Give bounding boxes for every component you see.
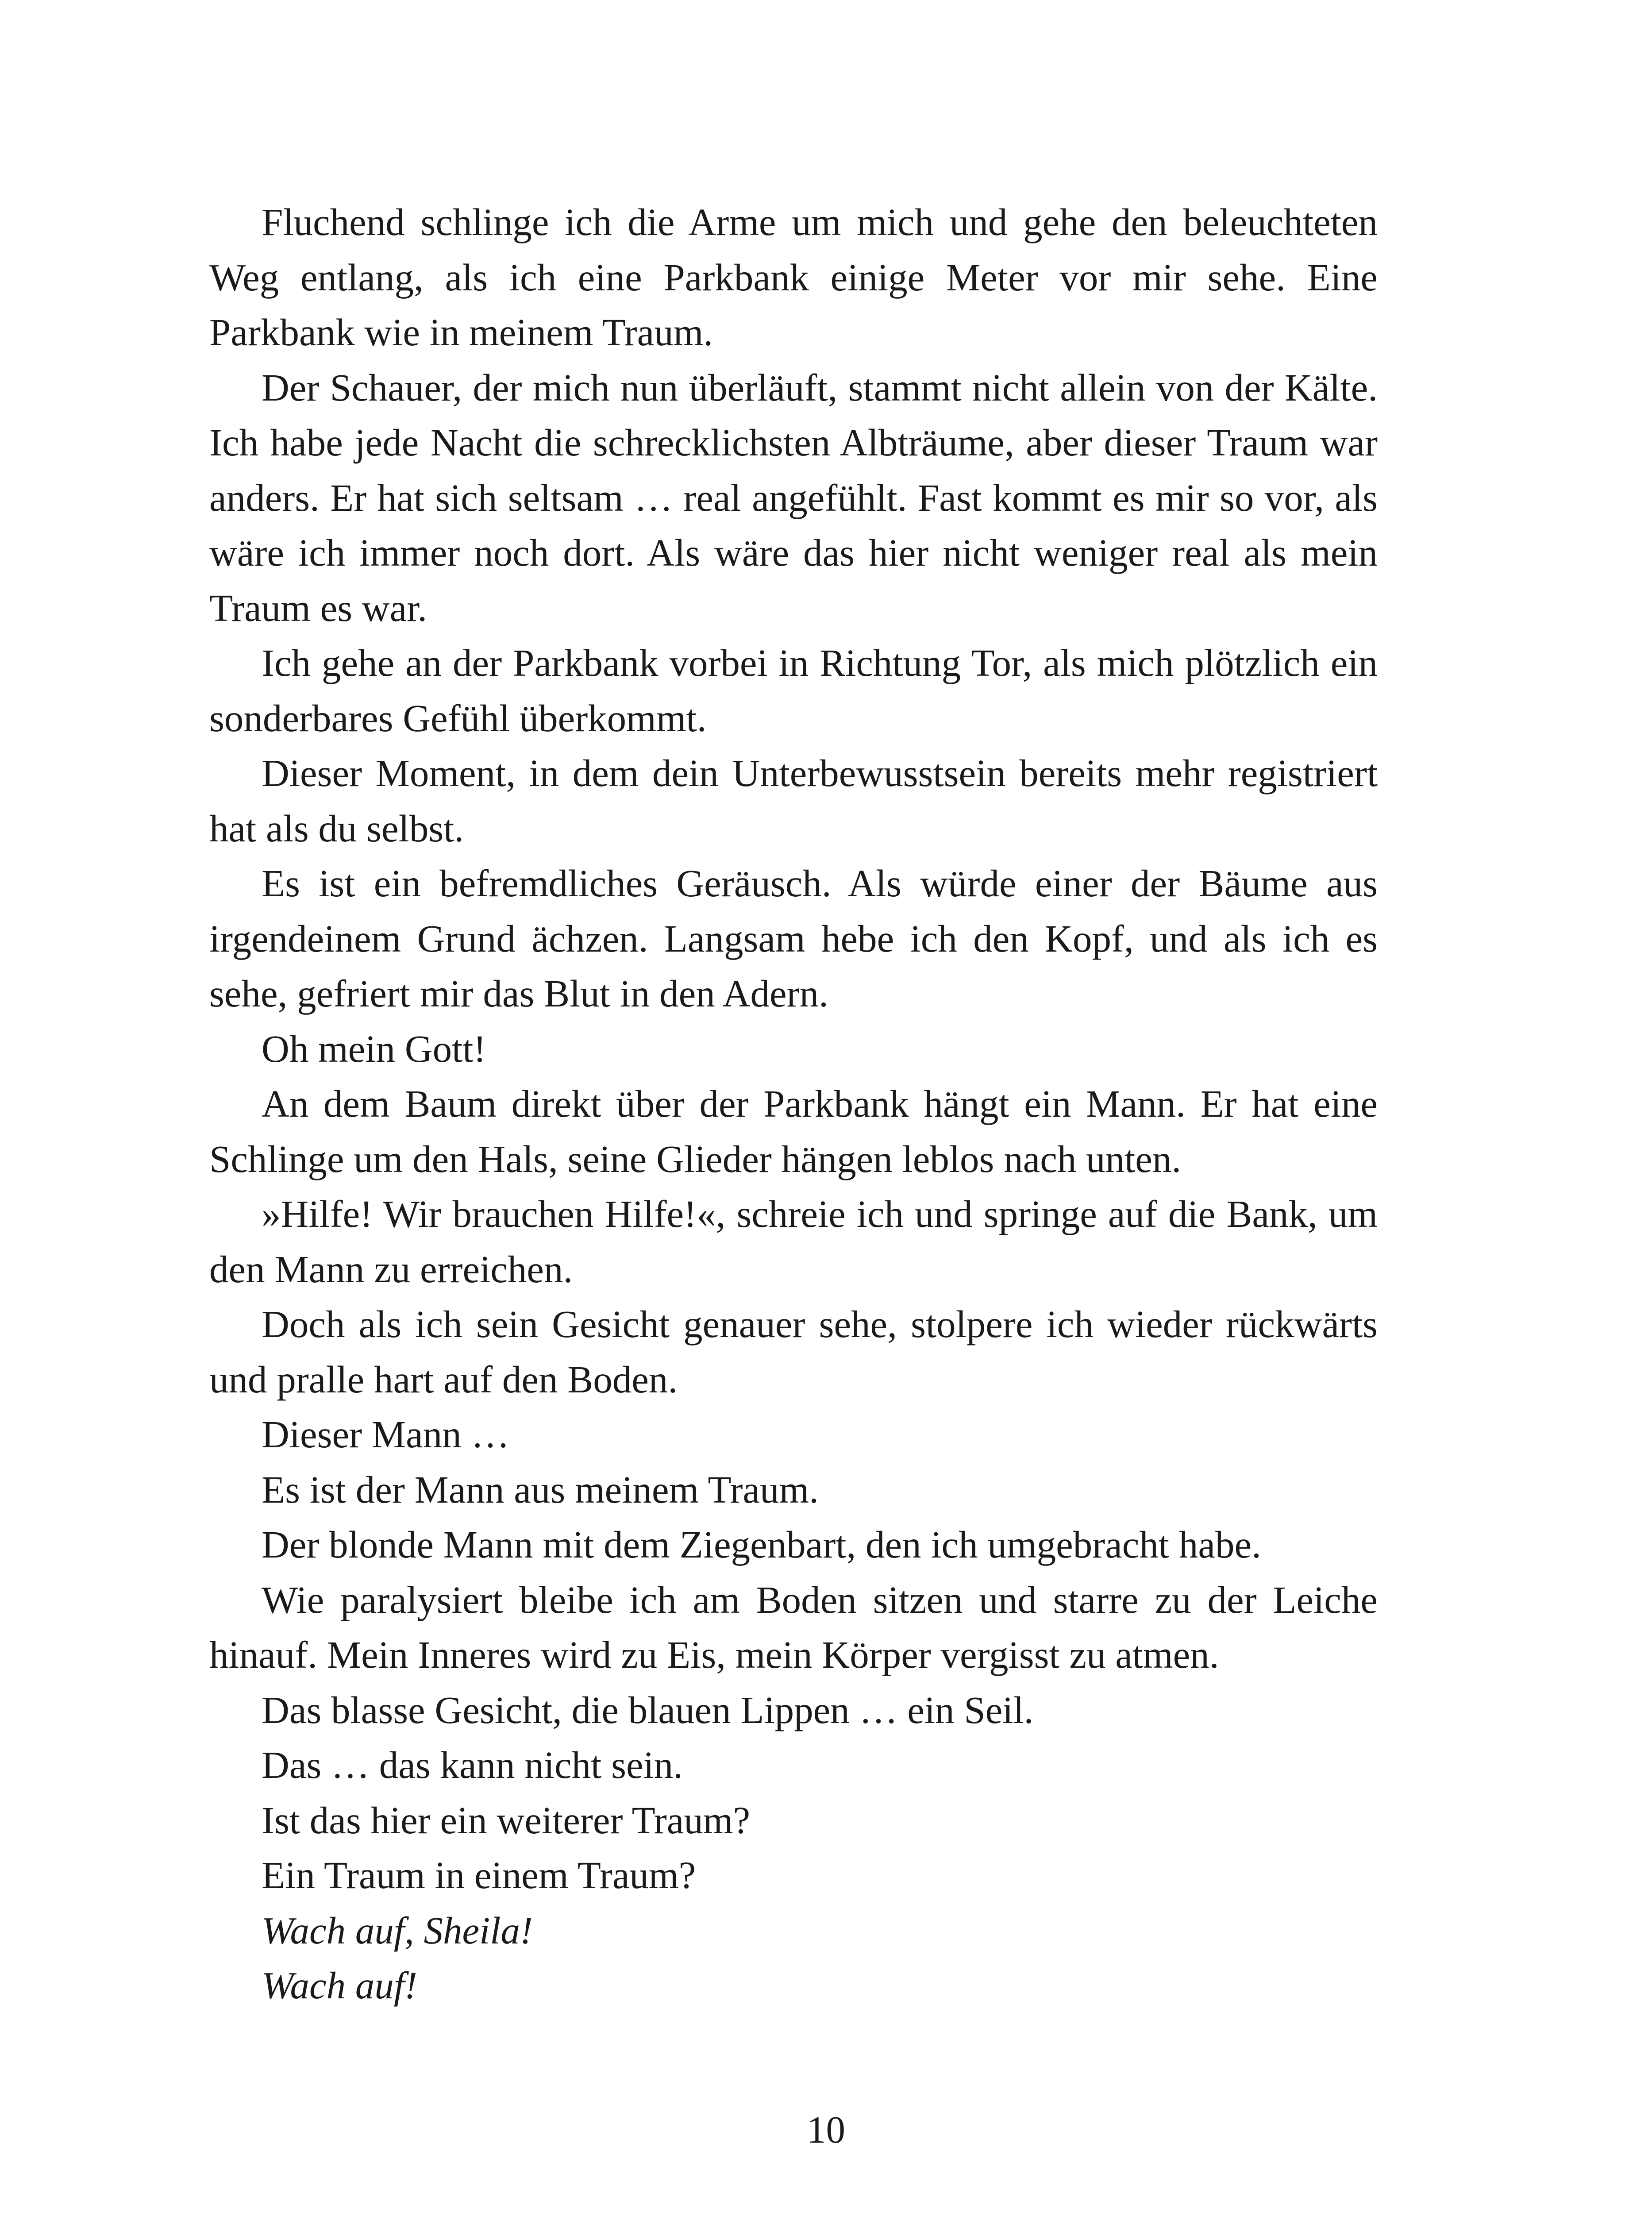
paragraph: Es ist ein befremdliches Geräusch. Als würde einer der Bäume aus irgendeinem Grund ächzen. Langsam hebe ich den Kopf, und als ich es sehe, gefriert mir das Blut in den Adern. xyxy=(209,862,1378,1015)
paragraph: Wie paralysiert bleibe ich am Boden sitzen und starre zu der Leiche hinauf. Mein Inneres wird zu Eis, mein Körper vergisst zu atmen. xyxy=(209,1578,1378,1676)
paragraph: Der Schauer, der mich nun überläuft, stammt nicht allein von der Kälte. Ich habe jede Nacht die schrecklichsten Albträume, aber dieser Traum war anders. Er hat sich seltsam … real angefühlt. Fast kommt es mir so vor, als wäre ich immer noch dort. Als wäre das hier nicht weniger real als mein Traum es war. xyxy=(209,366,1378,629)
paragraph: Fluchend schlinge ich die Arme um mich und gehe den beleuchteten Weg entlang, als ich eine Parkbank einige Meter vor mir sehe. Eine Parkbank wie in meinem Traum. xyxy=(209,200,1378,354)
paragraph: Wach auf! xyxy=(262,1964,417,2007)
paragraph: Wach auf, Sheila! xyxy=(262,1908,533,1952)
paragraph: Ein Traum in einem Traum? xyxy=(262,1854,696,1897)
paragraph: Ich gehe an der Parkbank vorbei in Richtung Tor, als mich plötzlich ein sonderbares Gefühl überkommt. xyxy=(209,641,1378,740)
body-text xyxy=(209,195,1378,2013)
paragraph: Oh mein Gott! xyxy=(262,1027,486,1070)
paragraph: Der blonde Mann mit dem Ziegenbart, den ich umgebracht habe. xyxy=(262,1523,1261,1566)
paragraph: An dem Baum direkt über der Parkbank hängt ein Mann. Er hat eine Schlinge um den Hals, seine Glieder hängen leblos nach unten. xyxy=(209,1082,1378,1180)
paragraph: Das blasse Gesicht, die blauen Lippen … ein Seil. xyxy=(262,1688,1034,1731)
paragraph: Dieser Mann … xyxy=(262,1413,510,1456)
paragraph: Doch als ich sein Gesicht genauer sehe, stolpere ich wieder rückwärts und pralle hart auf den Boden. xyxy=(209,1303,1378,1401)
paragraph: Ist das hier ein weiterer Traum? xyxy=(262,1798,751,1842)
paragraph: Das … das kann nicht sein. xyxy=(262,1743,683,1786)
paragraph: »Hilfe! Wir brauchen Hilfe!«, schreie ich und springe auf die Bank, um den Mann zu erreichen. xyxy=(209,1192,1378,1291)
paragraph: Es ist der Mann aus meinem Traum. xyxy=(262,1468,819,1511)
paragraph: Dieser Moment, in dem dein Unterbewusstsein bereits mehr registriert hat als du selbst. xyxy=(209,752,1378,850)
page-number: 10 xyxy=(807,2108,845,2151)
